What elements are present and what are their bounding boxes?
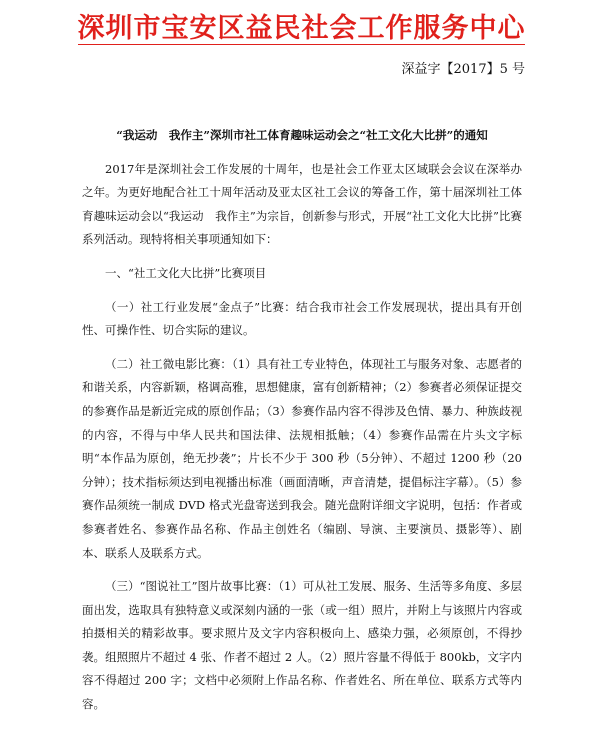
section-heading: 一、“社工文化大比拼”比赛项目 — [105, 265, 267, 280]
intro-paragraph: 2017年是深圳社会工作发展的十周年，也是社会工作亚太区域联会会议在深举办之年。为更好地配合社工十周年活动及亚太区社工会议的筹备工作，第十届深圳社工体育趣味运动会以“我运动 我作主”为宗旨，创新参与形式，开展“社工文化大比拼”比赛系列活动。现特将相关事项通知如下： — [82, 161, 522, 247]
notice-title: “我运动 我作主”深圳市社工体育趣味运动会之“社工文化大比拼”的通知 — [116, 128, 488, 142]
organization-name: 深圳市宝安区益民社会工作服务中心 — [77, 13, 526, 44]
item-golden-idea: （一）社工行业发展“金点子”比赛：结合我市社会工作发展现状，提出具有开创性、可操作性、切合实际的建议。 — [82, 299, 522, 338]
notice-body — [82, 124, 522, 717]
document-number: 深益字【2017】5 号 — [401, 62, 525, 77]
header-divider — [78, 44, 525, 45]
item-micro-film: （二）社工微电影比赛：（1）具有社工专业特色，体现社工与服务对象、志愿者的和谐关系，内容新颖，格调高雅，思想健康，富有创新精神；（2）参赛者必须保证提交的参赛作品是新近完成的原创作品；（3）参赛作品内容不得涉及色情、暴力、种族歧视的内容，不得与中华人民共和国法律、法规相抵触；（4）参赛作品需在片头文字标明“本作品为原创，绝无抄袭”；片长不少于 300 秒（5分钟）、不超过 1200 秒（20 分钟）；技术指标须达到电视播出标准（画面清晰，声音清楚，提倡标注字幕）。（5）参赛作品须统一制成 DVD 格式光盘寄送到我会。随光盘附详细文字说明，包括：作者或参赛者姓名、参赛作品名称、作品主创姓名（编剧、导演、主要演员、摄影等）、剧本、联系人及联系方式。 — [82, 356, 522, 560]
item-photo-story: （三）“图说社工”图片故事比赛：（1）可从社工发展、服务、生活等多角度、多层面出发，选取具有独特意义或深刻内涵的一张（或一组）照片，并附上与该照片内容或拍摄相关的精彩故事。要求照片及文字内容积极向上、感染力强，必须原创，不得抄袭。组照照片不超过 4 张、作者不超过 2 人。（2）照片容量不得低于 800kb，文字内容不得超过 200 字；文档中必须附上作品名称、作者姓名、所在单位、联系方式等内容。 — [82, 579, 522, 712]
